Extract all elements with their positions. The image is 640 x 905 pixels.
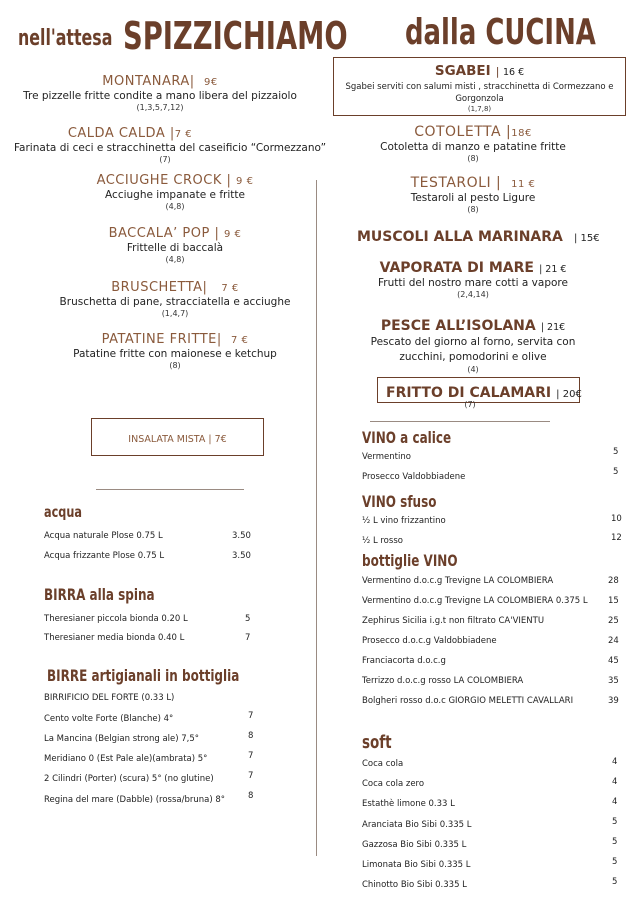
acqua-price: 3.50 bbox=[232, 531, 251, 541]
bottiglia-price: 39 bbox=[608, 696, 619, 706]
bottiglia-item: Bolgheri rosso d.o.c GIORGIO MELETTI CAVALLARI bbox=[362, 696, 574, 706]
soft-item: Coca cola bbox=[362, 759, 404, 769]
birra-price: 5 bbox=[245, 614, 251, 624]
soft-price: 5 bbox=[612, 877, 618, 887]
bottiglia-item: Terrizzo d.o.c.g rosso LA COLOMBIERA bbox=[362, 676, 524, 686]
birra-art-item: 2 Cilindri (Porter) (scura) 5° (no glutine) bbox=[44, 774, 214, 784]
sgabei-price: 16 € bbox=[502, 67, 525, 78]
soft-price: 4 bbox=[612, 777, 618, 787]
sgabei-desc: Sgabei serviti con salumi misti , stracchinetta di Cormezzano e Gorgonzola bbox=[345, 82, 614, 104]
bottiglia-price: 28 bbox=[608, 576, 619, 586]
vino-price: 5 bbox=[613, 447, 619, 457]
soft-item: Aranciata Bio Sibi 0.335 L bbox=[362, 820, 472, 830]
birra-art-item: Cento volte Forte (Blanche) 4° bbox=[44, 714, 174, 724]
left-separator bbox=[96, 489, 244, 490]
soft-item: Estathè limone 0.33 L bbox=[362, 799, 455, 809]
birra-art-price: 7 bbox=[248, 751, 254, 761]
dish-pesce: PESCE ALL’ISOLANA | 21€ Pescato del giorno al forno, servita con zucchini, pomodorini e olive (4) bbox=[370, 318, 576, 374]
insalata-box bbox=[91, 418, 264, 456]
insalata-label: INSALATA MISTA | 7€ bbox=[128, 434, 227, 445]
vino-calice-title: VINO a calice bbox=[362, 428, 452, 447]
bottiglia-price: 25 bbox=[608, 616, 619, 626]
left-header-small: nell'attesa bbox=[18, 26, 113, 51]
vino-sfuso-price: 10 bbox=[611, 514, 622, 524]
birra-art-price: 8 bbox=[248, 791, 254, 801]
bottiglie-title: bottiglie VINO bbox=[362, 551, 458, 570]
soft-item: Chinotto Bio Sibi 0.335 L bbox=[362, 880, 467, 890]
bottiglia-price: 35 bbox=[608, 676, 619, 686]
bottiglia-price: 15 bbox=[608, 596, 619, 606]
left-header-title: SPIZZICHIAMO bbox=[123, 14, 348, 58]
vino-price: 5 bbox=[613, 467, 619, 477]
vino-sfuso-price: 12 bbox=[611, 533, 622, 543]
vino-sfuso-title: VINO sfuso bbox=[362, 492, 437, 511]
birra-art-item: Meridiano 0 (Est Pale ale)(ambrata) 5° bbox=[44, 754, 208, 764]
sgabei-box: SGABEI | 16 € Sgabei serviti con salumi misti , stracchinetta di Cormezzano e Gorgonzola (1,7,8) bbox=[333, 57, 626, 116]
vino-sfuso-item: ½ L rosso bbox=[362, 536, 403, 546]
birra-art-price: 8 bbox=[248, 731, 254, 741]
vino-sfuso-item: ½ L vino frizzantino bbox=[362, 516, 446, 526]
calamari-price: | 20€ bbox=[556, 389, 582, 400]
soft-item: Coca cola zero bbox=[362, 779, 425, 789]
dish-testaroli: TESTAROLI | 11 € Testaroli al pesto Ligure (8) bbox=[410, 175, 536, 214]
sgabei-name: SGABEI bbox=[434, 63, 491, 79]
dish-cotoletta: COTOLETTA |18€ Cotoletta di manzo e patatine fritte (8) bbox=[380, 124, 566, 163]
right-separator bbox=[370, 421, 550, 422]
soft-title: soft bbox=[362, 732, 392, 753]
soft-price: 4 bbox=[612, 757, 618, 767]
soft-item: Gazzosa Bio Sibi 0.335 L bbox=[362, 840, 467, 850]
birra-art-price: 7 bbox=[248, 711, 254, 721]
bottiglia-price: 24 bbox=[608, 636, 619, 646]
soft-price: 5 bbox=[612, 837, 618, 847]
birra-spina-title: BIRRA alla spina bbox=[44, 585, 155, 604]
soft-price: 5 bbox=[612, 817, 618, 827]
birrificio-label: BIRRIFICIO DEL FORTE (0.33 L) bbox=[44, 693, 175, 703]
birra-art-item: La Mancina (Belgian strong ale) 7,5° bbox=[44, 734, 200, 744]
sgabei-allergens: (1,7,8) bbox=[467, 105, 492, 113]
bottiglia-price: 45 bbox=[608, 656, 619, 666]
dish-muscoli: MUSCOLI ALLA MARINARA | 15€ bbox=[357, 229, 600, 245]
dish-baccala: BACCALA’ POP | 9 € Frittelle di baccalà (4,8) bbox=[108, 226, 242, 264]
birra-item: Theresianer media bionda 0.40 L bbox=[44, 633, 185, 643]
dish-patatine: PATATINE FRITTE| 7 € Patatine fritte con maionese e ketchup (8) bbox=[73, 332, 277, 370]
dish-bruschetta: BRUSCHETTA| 7 € Bruschetta di pane, stracciatella e acciughe (1,4,7) bbox=[59, 280, 291, 318]
dish-acciughe: ACCIUGHE CROCK | 9 € Acciughe impanate e fritte (4,8) bbox=[96, 173, 254, 211]
soft-price: 5 bbox=[612, 857, 618, 867]
acqua-item: Acqua frizzante Plose 0.75 L bbox=[44, 551, 165, 561]
vino-item: Prosecco Valdobbiadene bbox=[362, 472, 466, 482]
birra-price: 7 bbox=[245, 633, 251, 643]
dish-calda-calda: CALDA CALDA |7 € Farinata di ceci e stracchinetta del caseificio “Cormezzano” (7) bbox=[13, 126, 327, 164]
dish-vaporata: VAPORATA DI MARE | 21 € Frutti del nostro mare cotti a vapore (2,4,14) bbox=[378, 260, 568, 299]
acqua-item: Acqua naturale Plose 0.75 L bbox=[44, 531, 163, 541]
birre-artigianali-title: BIRRE artigianali in bottiglia bbox=[47, 666, 240, 685]
dish-montanara: MONTANARA| 9€ Tre pizzelle fritte condite a mano libera del pizzaiolo (1,3,5,7,12) bbox=[23, 74, 297, 112]
soft-item: Limonata Bio Sibi 0.335 L bbox=[362, 860, 471, 870]
bottiglia-item: Prosecco d.o.c.g Valdobbiadene bbox=[362, 636, 497, 646]
bottiglia-item: Zephirus Sicilia i.g.t non filtrato CA'VIENTU bbox=[362, 616, 545, 626]
soft-price: 4 bbox=[612, 797, 618, 807]
calamari-name: FRITTO DI CALAMARI bbox=[386, 385, 552, 401]
vino-item: Vermentino bbox=[362, 452, 411, 462]
bottiglia-item: Vermentino d.o.c.g Trevigne LA COLOMBIERA 0.375 L bbox=[362, 596, 588, 606]
acqua-price: 3.50 bbox=[232, 551, 251, 561]
bottiglia-item: Vermentino d.o.c.g Trevigne LA COLOMBIERA bbox=[362, 576, 554, 586]
right-header-title: dalla CUCINA bbox=[405, 12, 596, 53]
birra-art-price: 7 bbox=[248, 771, 254, 781]
birra-item: Theresianer piccola bionda 0.20 L bbox=[44, 614, 188, 624]
calamari-allergens: (7) bbox=[464, 400, 476, 409]
bottiglia-item: Franciacorta d.o.c.g bbox=[362, 656, 446, 666]
acqua-title: acqua bbox=[44, 503, 82, 521]
birra-art-item: Regina del mare (Dabble) (rossa/bruna) 8° bbox=[44, 795, 225, 805]
